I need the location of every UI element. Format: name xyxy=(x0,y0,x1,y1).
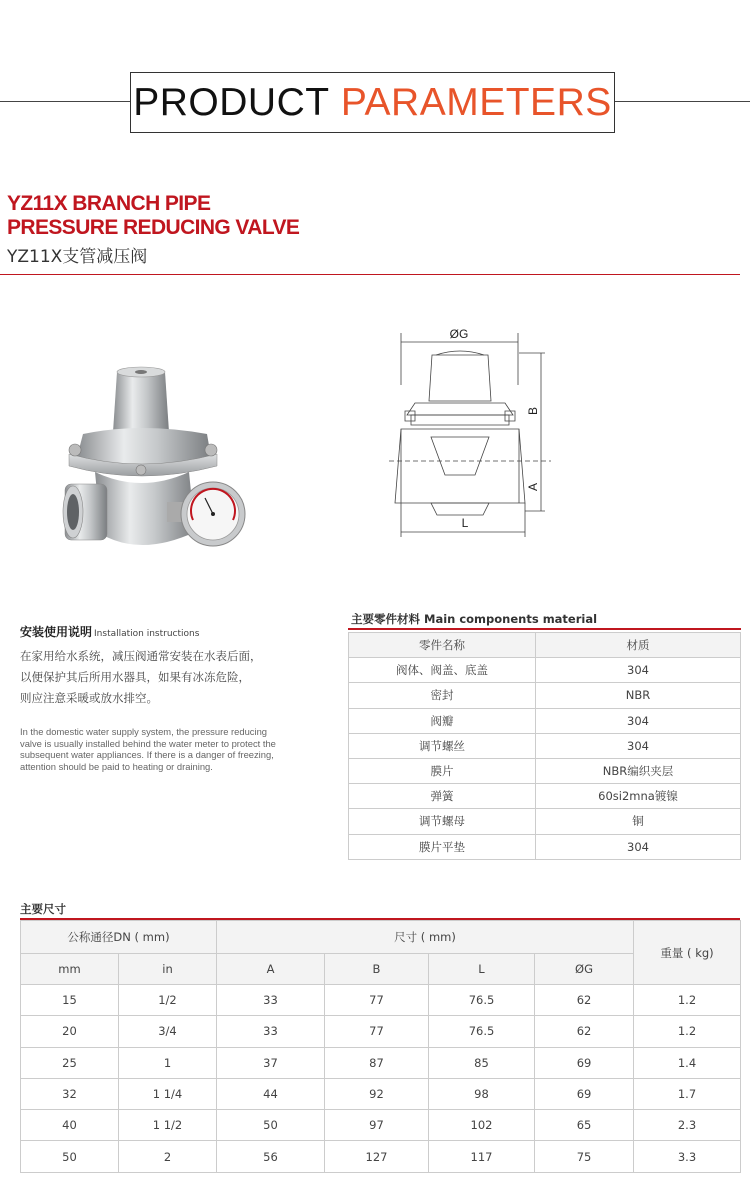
cell: 50 xyxy=(21,1141,119,1172)
table-row xyxy=(21,1016,741,1047)
materials-rule xyxy=(348,628,741,630)
cell: 20 xyxy=(21,1016,119,1047)
cell: 33 xyxy=(217,985,325,1016)
cell: 76.5 xyxy=(429,985,535,1016)
installation-text-en: In the domestic water supply system, the pressure reducing valve is usually installed behind the water meter to protect the subsequent water appliances. If there is a danger of freezing, attention should be paid to heating or draining. xyxy=(20,726,276,772)
part-material: 304 xyxy=(536,658,741,683)
table-row xyxy=(349,733,741,758)
installation-section xyxy=(20,623,330,772)
part-name: 阀瓣 xyxy=(349,708,536,733)
cell: 33 xyxy=(217,1016,325,1047)
installation-cn-line: 在家用给水系统，减压阀通常安装在水表后面， xyxy=(20,649,262,663)
cell: 127 xyxy=(325,1141,429,1172)
cell: 25 xyxy=(21,1047,119,1078)
title-en-line1: YZ11X BRANCH PIPE xyxy=(7,192,211,215)
part-name: 调节螺丝 xyxy=(349,733,536,758)
cell: 1.2 xyxy=(634,1016,741,1047)
dimensions-subheader-row xyxy=(21,954,741,985)
valve-photo xyxy=(55,362,255,567)
materials-title: 主要零件材料 Main components material xyxy=(351,612,598,626)
cell: 15 xyxy=(21,985,119,1016)
cell: 77 xyxy=(325,985,429,1016)
diagram-label-g: ØG xyxy=(449,327,469,341)
part-name: 密封 xyxy=(349,683,536,708)
cell: 44 xyxy=(217,1078,325,1109)
cell: 37 xyxy=(217,1047,325,1078)
header-word-parameters: PARAMETERS xyxy=(340,80,612,124)
table-row xyxy=(349,658,741,683)
cell: 102 xyxy=(429,1110,535,1141)
table-row xyxy=(21,1110,741,1141)
dimension-diagram xyxy=(385,325,555,543)
cell: 1 xyxy=(119,1047,217,1078)
size-group-header: 尺寸 ( mm) xyxy=(217,921,634,954)
part-material: 304 xyxy=(536,733,741,758)
cell: 62 xyxy=(535,1016,634,1047)
page-header xyxy=(130,72,615,133)
cell: 77 xyxy=(325,1016,429,1047)
subheader-mm: mm xyxy=(21,954,119,985)
cell: 1 1/4 xyxy=(119,1078,217,1109)
diagram-label-b: B xyxy=(526,406,540,416)
table-row xyxy=(349,784,741,809)
cell: 50 xyxy=(217,1110,325,1141)
part-material: 60si2mna镀镍 xyxy=(536,784,741,809)
part-material: 304 xyxy=(536,834,741,859)
materials-header-part: 零件名称 xyxy=(349,633,536,658)
cell: 69 xyxy=(535,1047,634,1078)
cell: 3/4 xyxy=(119,1016,217,1047)
table-row xyxy=(349,834,741,859)
part-name: 弹簧 xyxy=(349,784,536,809)
cell: 75 xyxy=(535,1141,634,1172)
installation-cn-line: 以便保护其后所用水器具，如果有冰冻危险， xyxy=(20,670,250,684)
part-name: 调节螺母 xyxy=(349,809,536,834)
cell: 97 xyxy=(325,1110,429,1141)
dn-group-header: 公称通径DN ( mm) xyxy=(21,921,217,954)
cell: 1 1/2 xyxy=(119,1110,217,1141)
cell: 1.7 xyxy=(634,1078,741,1109)
cell: 2 xyxy=(119,1141,217,1172)
part-name: 膜片 xyxy=(349,758,536,783)
cell: 1/2 xyxy=(119,985,217,1016)
subheader-l: L xyxy=(429,954,535,985)
dimensions-header-row xyxy=(21,921,741,954)
part-name: 膜片平垫 xyxy=(349,834,536,859)
part-material: 铜 xyxy=(536,809,741,834)
part-material: NBR编织夹层 xyxy=(536,758,741,783)
cell: 65 xyxy=(535,1110,634,1141)
installation-text-cn xyxy=(20,646,330,709)
materials-header-material: 材质 xyxy=(536,633,741,658)
cell: 85 xyxy=(429,1047,535,1078)
product-title-cn: YZ11X支管减压阀 xyxy=(7,247,148,267)
table-row xyxy=(349,758,741,783)
cell: 98 xyxy=(429,1078,535,1109)
cell: 76.5 xyxy=(429,1016,535,1047)
part-material: NBR xyxy=(536,683,741,708)
subheader-b: B xyxy=(325,954,429,985)
dimensions-table xyxy=(20,920,741,1173)
cell: 2.3 xyxy=(634,1110,741,1141)
cell: 69 xyxy=(535,1078,634,1109)
cell: 40 xyxy=(21,1110,119,1141)
table-row xyxy=(21,985,741,1016)
header-word-product: PRODUCT xyxy=(133,80,330,124)
subheader-g: ØG xyxy=(535,954,634,985)
subheader-a: A xyxy=(217,954,325,985)
cell: 62 xyxy=(535,985,634,1016)
installation-heading-cn: 安装使用说明 xyxy=(20,625,93,639)
part-material: 304 xyxy=(536,708,741,733)
cell: 87 xyxy=(325,1047,429,1078)
table-row xyxy=(349,708,741,733)
title-en-line2: PRESSURE REDUCING VALVE xyxy=(7,216,300,239)
diagram-label-a: A xyxy=(526,482,540,492)
title-rule xyxy=(0,274,740,275)
table-row xyxy=(349,809,741,834)
installation-heading-en: Installation instructions xyxy=(94,629,200,639)
weight-header: 重量 ( kg) xyxy=(634,921,741,985)
table-row xyxy=(21,1141,741,1172)
materials-header-row xyxy=(349,633,741,658)
cell: 32 xyxy=(21,1078,119,1109)
part-name: 阀体、阀盖、底盖 xyxy=(349,658,536,683)
product-title-en xyxy=(7,192,299,240)
table-row xyxy=(349,683,741,708)
materials-table xyxy=(348,632,741,860)
cell: 1.2 xyxy=(634,985,741,1016)
cell: 92 xyxy=(325,1078,429,1109)
installation-heading xyxy=(20,623,330,640)
cell: 117 xyxy=(429,1141,535,1172)
table-row xyxy=(21,1047,741,1078)
diagram-label-l: L xyxy=(461,516,469,530)
dimensions-title: 主要尺寸 xyxy=(20,902,66,916)
cell: 56 xyxy=(217,1141,325,1172)
installation-cn-line: 则应注意采暖或放水排空。 xyxy=(20,691,158,705)
subheader-in: in xyxy=(119,954,217,985)
cell: 1.4 xyxy=(634,1047,741,1078)
table-row xyxy=(21,1078,741,1109)
cell: 3.3 xyxy=(634,1141,741,1172)
